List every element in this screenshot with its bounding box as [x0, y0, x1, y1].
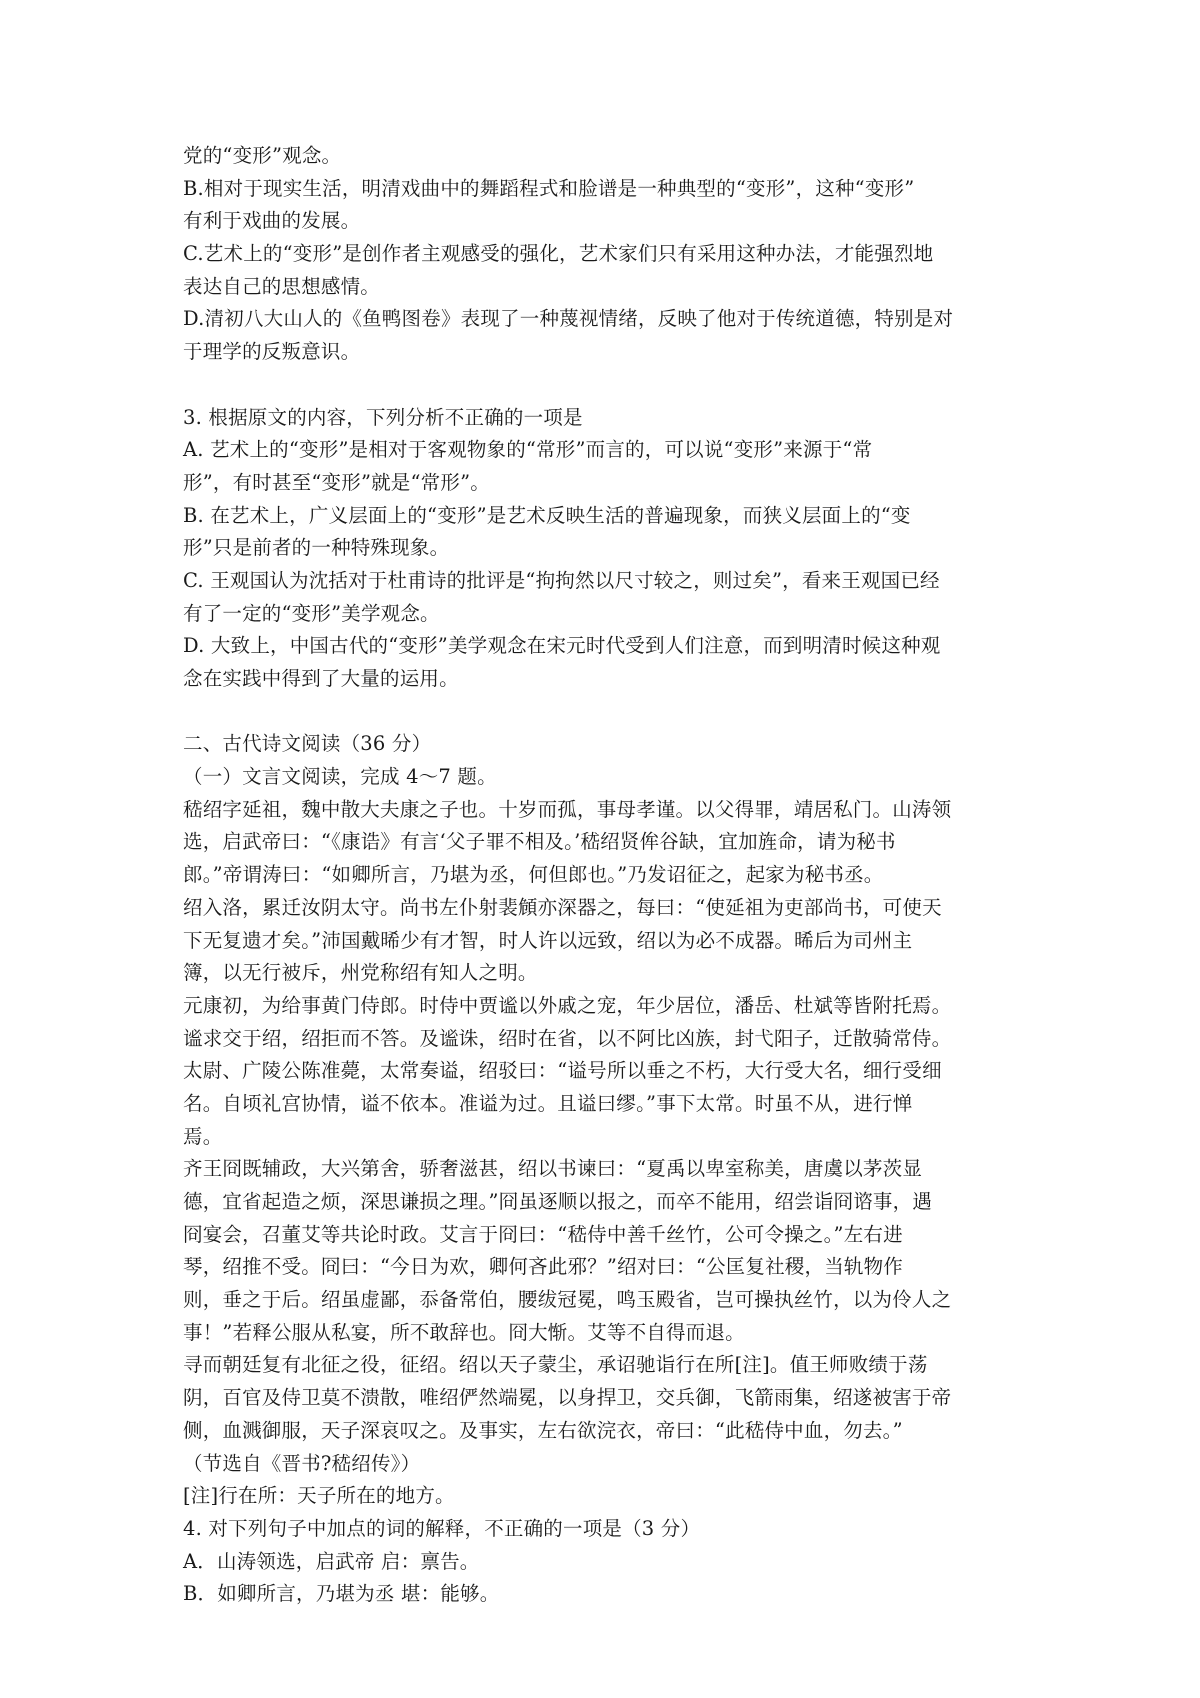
passage-line: 阴，百官及侍卫莫不溃散，唯绍俨然端冕，以身捍卫，交兵御，飞箭雨集，绍遂被害于帝 [183, 1386, 952, 1410]
q3-option-b-line-1: B. 在艺术上，广义层面上的“变形”是艺术反映生活的普遍现象，而狭义层面上的“变 [183, 503, 911, 527]
passage-line: 谧求交于绍，绍拒而不答。及谧诛，绍时在省，以不阿比凶族，封弋阳子，迁散骑常侍。 [183, 1026, 952, 1050]
passage-line: 侧，血溅御服，天子深哀叹之。及事实，左右欲浣衣，帝曰：“此嵇侍中血，勿去。” [183, 1418, 903, 1442]
option-d-line-2: 于理学的反叛意识。 [183, 340, 361, 364]
option-c-line-2: 表达自己的思想感情。 [183, 274, 381, 298]
option-d-line-1: D.清初八大山人的《鱼鸭图卷》表现了一种蔑视情绪，反映了他对于传统道德，特别是对 [183, 307, 954, 331]
passage-line: 郎。”帝谓涛曰：“如卿所言，乃堪为丞，何但郎也。”乃发诏征之，起家为秘书丞。 [183, 863, 884, 887]
q4-option-b: B．如卿所言，乃堪为丞 堪：能够。 [183, 1582, 500, 1606]
text-line: 党的“变形”观念。 [183, 144, 342, 167]
q3-option-d-line-1: D. 大致上，中国古代的“变形”美学观念在宋元时代受到人们注意，而到明清时候这种观 [183, 634, 941, 658]
question-4-stem: 4. 对下列句子中加点的词的解释，不正确的一项是（3 分） [183, 1516, 701, 1540]
passage-line: 选，启武帝曰：“《康诰》有言‘父子罪不相及。’嵇绍贤侔谷缺，宜加旌命，请为秘书 [183, 830, 896, 854]
document-page [183, 140, 1023, 1611]
passage-line: 簿，以无行被斥，州党称绍有知人之明。 [183, 961, 538, 985]
q3-option-c-line-1: C. 王观国认为沈括对于杜甫诗的批评是“拘拘然以尺寸较之，则过矣”，看来王观国已经 [183, 568, 940, 592]
q3-option-d-line-2: 念在实践中得到了大量的运用。 [183, 667, 459, 690]
passage-line: 齐王冏既辅政，大兴第舍，骄奢滋甚，绍以书谏曰：“夏禹以卑室称美，唐虞以茅茨显 [183, 1157, 923, 1181]
passage-line: 太尉、广陵公陈准薨，太常奏谥，绍驳曰：“谥号所以垂之不朽，大行受大名，细行受细 [183, 1059, 942, 1083]
source-citation: （节选自《晋书?嵇绍传》） [183, 1451, 421, 1475]
passage-line: 寻而朝廷复有北征之役，征绍。绍以天子蒙尘，承诏驰诣行在所[注]。值王师败绩于荡 [183, 1353, 928, 1377]
passage-line: 德，宜省起造之烦，深思谦损之理。”冏虽逐顺以报之，而卒不能用，绍尝诣冏谘事，遇 [183, 1190, 933, 1213]
option-b-line-2: 有利于戏曲的发展。 [183, 209, 361, 233]
blank-line [183, 696, 1023, 729]
passage-line: 则，垂之于后。绍虽虚鄙，忝备常伯，腰绂冠冕，鸣玉殿省，岂可操执丝竹，以为伶人之 [183, 1288, 952, 1312]
option-c-line-1: C.艺术上的“变形”是创作者主观感受的强化，艺术家们只有采用这种办法，才能强烈地 [183, 242, 934, 266]
option-b-line-1: B.相对于现实生活，明清戏曲中的舞蹈程式和脸谱是一种典型的“变形”，这种“变形” [183, 176, 915, 200]
q3-option-b-line-2: 形”只是前者的一种特殊现象。 [183, 536, 450, 560]
passage-line: 元康初，为给事黄门侍郎。时侍中贾谧以外戚之宠，年少居位，潘岳、杜斌等皆附托焉。 [183, 993, 952, 1017]
passage-line: 嵇绍字延祖，魏中散大夫康之子也。十岁而孤，事母孝谨。以父得罪，靖居私门。山涛领 [183, 797, 952, 821]
passage-line: 琴，绍推不受。冏曰：“今日为欢，卿何吝此邪？”绍对曰：“公匡复社稷，当轨物作 [183, 1255, 904, 1279]
passage-line: 冏宴会，召董艾等共论时政。艾言于冏曰：“嵇侍中善千丝竹，公可令操之。”左右进 [183, 1222, 903, 1246]
passage-line: 事！”若释公服从私宴，所不敢辞也。冏大惭。艾等不自得而退。 [183, 1320, 745, 1344]
question-3-stem: 3. 根据原文的内容，下列分析不正确的一项是 [183, 405, 583, 429]
blank-line [183, 369, 1023, 402]
section-heading: 二、古代诗文阅读（36 分） [183, 732, 432, 756]
passage-line: 焉。 [183, 1124, 223, 1148]
passage-line: 绍入洛，累迁汝阴太守。尚书左仆射裴頠亦深器之，每曰：“使延祖为吏部尚书，可使天 [183, 895, 942, 919]
passage-line: 下无复遗才矣。”沛国戴晞少有才智，时人许以远致，绍以为必不成器。晞后为司州主 [183, 928, 913, 952]
subsection-heading: （一）文言文阅读，完成 4～7 题。 [183, 765, 497, 789]
footnote: [注]行在所：天子所在的地方。 [183, 1484, 455, 1508]
q3-option-c-line-2: 有了一定的“变形”美学观念。 [183, 601, 440, 625]
passage-line: 名。自顷礼宫协情，谥不依本。准谥为过。且谥曰缪。”事下太常。时虽不从，进行惮 [183, 1091, 913, 1115]
q3-option-a-line-1: A. 艺术上的“变形”是相对于客观物象的“常形”而言的，可以说“变形”来源于“常 [183, 438, 873, 462]
q4-option-a: A．山涛领选，启武帝 启：禀告。 [183, 1549, 480, 1573]
q3-option-a-line-2: 形”，有时甚至“变形”就是“常形”。 [183, 470, 490, 494]
